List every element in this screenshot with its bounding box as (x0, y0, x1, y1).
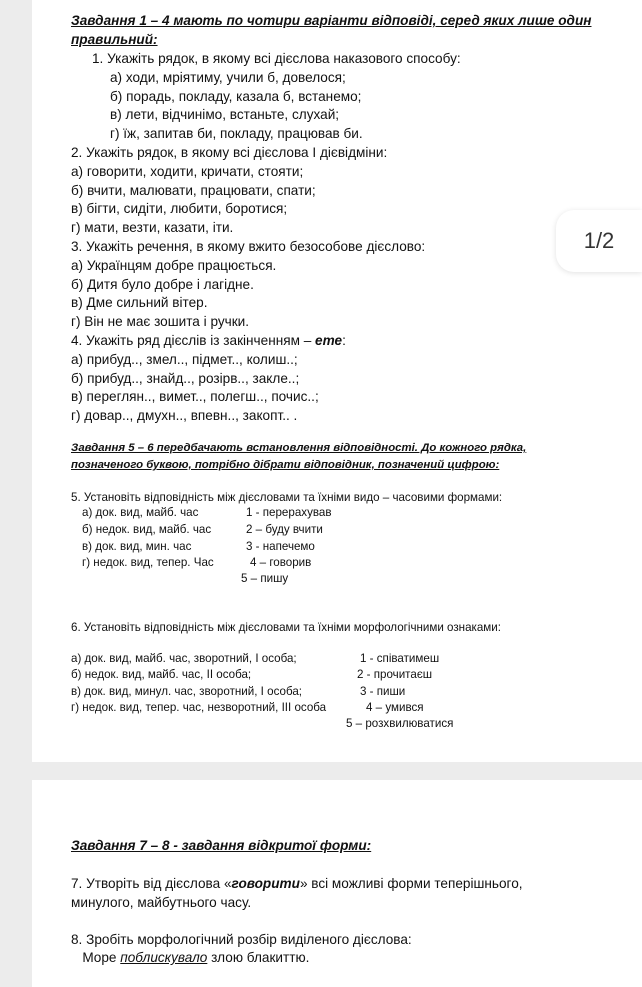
q1-option-d: г) їж, запитав би, покладу, працював би. (110, 126, 363, 141)
q7-line1 (71, 876, 523, 891)
q6-left-c: в) док. вид, минул. час, зворотний, І особа; (71, 685, 302, 698)
q5-right-5: 5 – пишу (241, 572, 289, 585)
q5-left-c: в) док. вид, мин. час (82, 540, 192, 553)
q6-right-5: 5 – розхвилюватися (346, 717, 454, 730)
q2-option-a: а) говорити, ходити, кричати, стояти; (71, 164, 304, 179)
document-page-1 (32, 0, 642, 762)
page-indicator: 1/2 (556, 210, 642, 272)
q7-verb: говорити (231, 876, 300, 891)
section1-header-line2: правильний: (71, 32, 158, 47)
q4-option-b: б) прибуд.., знайд.., розірв.., закле..; (71, 371, 300, 386)
q8-text-a: Море (71, 950, 121, 965)
section2-header-line2: позначеного буквою, потрібно дібрати відповідник, позначений цифрою: (71, 459, 500, 471)
q4-title-ending: ете (315, 333, 343, 348)
q4-title-text: 4. Укажіть ряд дієслів із закінченням – (71, 333, 316, 348)
q1-option-a: а) ходи, мріятиму, учили б, довелося; (110, 70, 346, 85)
q1-option-c: в) лети, відчинімо, встаньте, слухай; (110, 107, 340, 122)
section2-header-line1: Завдання 5 – 6 передбачають встановлення відповідності. До кожного рядка, (71, 442, 527, 454)
q4-option-c: в) переглян.., вимет.., полегш.., почис..; (71, 389, 319, 404)
q3-option-a: а) Українцям добре працюється. (71, 258, 277, 273)
q7-text-a: 7. Утворіть від дієслова « (71, 876, 232, 891)
section1-header-text: Завдання 1 – 4 мають по чотири варіанти відповіді, серед яких лише (71, 13, 559, 28)
q1-option-b: б) порадь, покладу, казала б, встанемо; (110, 89, 362, 104)
q6-right-4: 4 – умився (366, 701, 424, 714)
q4-option-a: а) прибуд.., змел.., підмет.., колиш..; (71, 352, 298, 367)
q8-text-c: злою блакиттю. (207, 950, 310, 965)
q2-option-b: б) вчити, малювати, працювати, спати; (71, 183, 316, 198)
q5-right-1: 1 - перерахував (246, 506, 332, 519)
q6-right-1: 1 - співатимеш (360, 652, 440, 665)
q5-left-a: а) док. вид, майб. час (82, 506, 199, 519)
q8-line1: 8. Зробіть морфологічний розбір виділеного дієслова: (71, 932, 412, 947)
q5-right-2: 2 – буду вчити (246, 523, 323, 536)
q6-right-3: 3 - пиши (360, 685, 406, 698)
q3-title: 3. Укажіть речення, в якому вжито безособове дієслово: (71, 239, 426, 254)
section1-header-line1 (71, 13, 591, 28)
q8-highlighted-verb: поблискувало (120, 950, 208, 965)
q5-left-d: г) недок. вид, тепер. Час (82, 556, 214, 569)
q7-line2: минулого, майбутнього часу. (71, 895, 252, 910)
document-page-2 (32, 780, 642, 987)
q8-line2 (71, 950, 309, 965)
q5-title: 5. Установіть відповідність між дієсловами та їхніми видо – часовими формами: (71, 491, 503, 504)
q5-right-4: 4 – говорив (250, 556, 312, 569)
q6-title: 6. Установіть відповідність між дієсловами та їхніми морфологічними ознаками: (71, 621, 501, 634)
q2-option-d: г) мати, везти, казати, іти. (71, 220, 234, 235)
q5-left-b: б) недок. вид, майб. час (82, 523, 212, 536)
q6-left-b: б) недок. вид, майб. час, ІІ особа; (71, 668, 252, 681)
q4-title-colon: : (342, 333, 346, 348)
section3-header: Завдання 7 – 8 - завдання відкритої форми: (71, 838, 372, 853)
q4-option-d: г) довар.., дмухн.., впевн.., закопт.. . (71, 408, 298, 423)
q3-option-b: б) Дитя було добре і лагідне. (71, 277, 254, 292)
q2-title: 2. Укажіть рядок, в якому всі дієслова І дієвідміни: (71, 145, 388, 160)
q6-left-a: а) док. вид, майб. час, зворотний, І особа; (71, 652, 297, 665)
q3-option-d: г) Він не має зошита і ручки. (71, 314, 250, 329)
q2-option-c: в) бігти, сидіти, любити, боротися; (71, 201, 288, 216)
section1-header-emphasis: один (558, 13, 592, 28)
q4-title (71, 333, 346, 348)
q7-text-c: » всі можливі форми теперішнього, (299, 876, 523, 891)
q6-right-2: 2 - прочитаєш (357, 668, 433, 681)
q5-right-3: 3 - напечемо (246, 540, 315, 553)
q3-option-c: в) Дме сильний вітер. (71, 295, 208, 310)
q6-left-d: г) недок. вид, тепер. час, незворотний, ІІІ особа (71, 701, 327, 714)
q1-title: 1. Укажіть рядок, в якому всі дієслова наказового способу: (92, 51, 461, 66)
